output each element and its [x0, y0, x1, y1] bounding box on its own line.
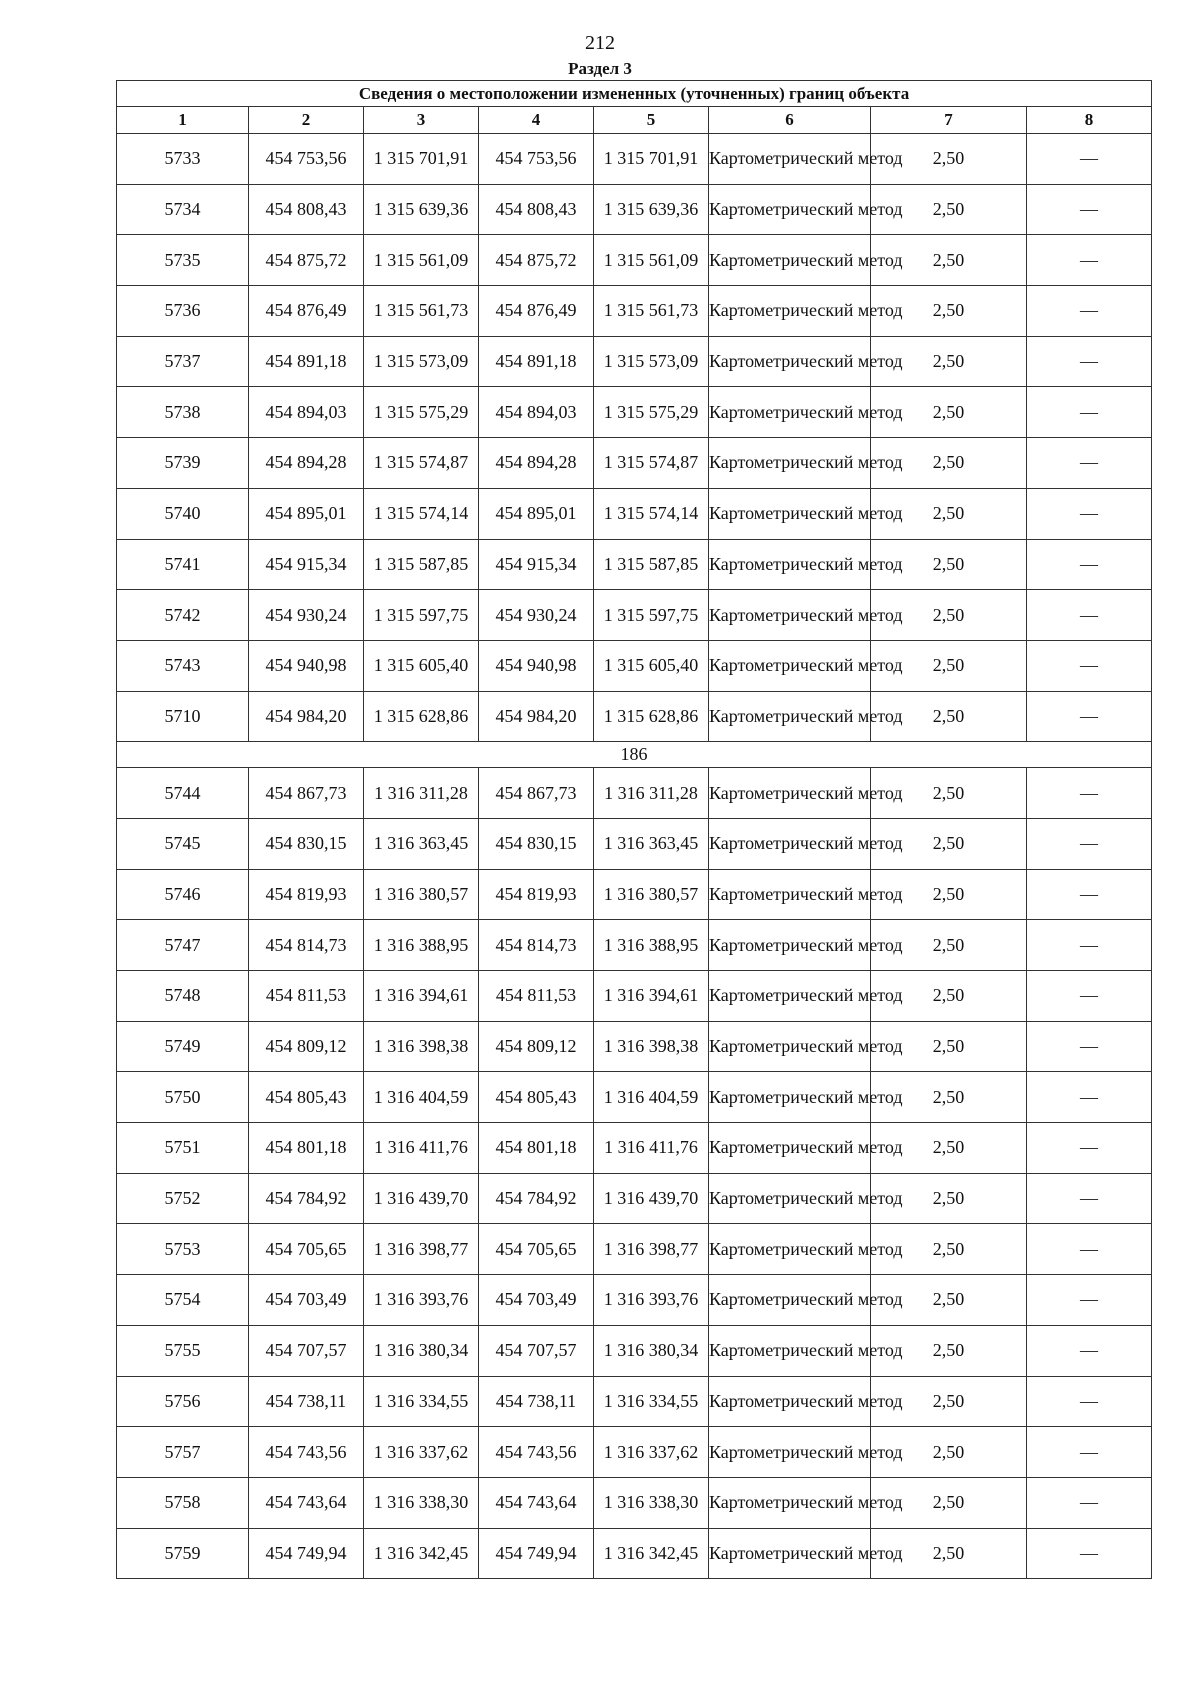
table-row [117, 1376, 1152, 1427]
note-cell: — [1027, 691, 1152, 742]
y-new-cell: 1 316 363,45 [594, 818, 709, 869]
y-old-cell: 1 315 628,86 [364, 691, 479, 742]
note-cell: — [1027, 1325, 1152, 1376]
y-new-cell: 1 316 380,57 [594, 869, 709, 920]
x-new-cell: 454 984,20 [479, 691, 594, 742]
table-row [117, 818, 1152, 869]
method-cell: Картометрический метод [709, 1224, 871, 1275]
note-cell: — [1027, 184, 1152, 235]
accuracy-cell: 2,50 [871, 336, 1027, 387]
y-new-cell: 1 315 639,36 [594, 184, 709, 235]
table-row [117, 691, 1152, 742]
y-new-cell: 1 315 605,40 [594, 640, 709, 691]
point-number-cell: 5710 [117, 691, 249, 742]
accuracy-cell: 2,50 [871, 235, 1027, 286]
x-new-cell: 454 830,15 [479, 818, 594, 869]
accuracy-cell: 2,50 [871, 1224, 1027, 1275]
note-cell: — [1027, 539, 1152, 590]
table-row [117, 920, 1152, 971]
y-new-cell: 1 315 628,86 [594, 691, 709, 742]
point-number-cell: 5742 [117, 590, 249, 641]
x-new-cell: 454 867,73 [479, 768, 594, 819]
accuracy-cell: 2,50 [871, 134, 1027, 185]
x-old-cell: 454 743,64 [249, 1477, 364, 1528]
y-old-cell: 1 316 404,59 [364, 1072, 479, 1123]
table-caption: Сведения о местоположении измененных (уточненных) границ объекта [117, 81, 1152, 107]
table-row [117, 134, 1152, 185]
method-cell: Картометрический метод [709, 920, 871, 971]
x-old-cell: 454 930,24 [249, 590, 364, 641]
method-cell: Картометрический метод [709, 1275, 871, 1326]
y-old-cell: 1 316 338,30 [364, 1477, 479, 1528]
y-new-cell: 1 316 334,55 [594, 1376, 709, 1427]
x-new-cell: 454 738,11 [479, 1376, 594, 1427]
table-row [117, 971, 1152, 1022]
y-old-cell: 1 315 639,36 [364, 184, 479, 235]
accuracy-cell: 2,50 [871, 691, 1027, 742]
table-row [117, 640, 1152, 691]
y-old-cell: 1 315 561,73 [364, 286, 479, 337]
x-new-cell: 454 894,28 [479, 438, 594, 489]
group-label: 186 [117, 742, 1152, 768]
method-cell: Картометрический метод [709, 818, 871, 869]
note-cell: — [1027, 971, 1152, 1022]
x-new-cell: 454 895,01 [479, 488, 594, 539]
point-number-cell: 5751 [117, 1123, 249, 1174]
method-cell: Картометрический метод [709, 1325, 871, 1376]
x-new-cell: 454 801,18 [479, 1123, 594, 1174]
x-old-cell: 454 809,12 [249, 1021, 364, 1072]
note-cell: — [1027, 1477, 1152, 1528]
x-new-cell: 454 743,56 [479, 1427, 594, 1478]
point-number-cell: 5738 [117, 387, 249, 438]
x-new-cell: 454 705,65 [479, 1224, 594, 1275]
accuracy-cell: 2,50 [871, 387, 1027, 438]
accuracy-cell: 2,50 [871, 488, 1027, 539]
method-cell: Картометрический метод [709, 387, 871, 438]
note-cell: — [1027, 1021, 1152, 1072]
x-old-cell: 454 707,57 [249, 1325, 364, 1376]
y-new-cell: 1 315 701,91 [594, 134, 709, 185]
note-cell: — [1027, 590, 1152, 641]
note-cell: — [1027, 1123, 1152, 1174]
point-number-cell: 5739 [117, 438, 249, 489]
table-row [117, 184, 1152, 235]
x-new-cell: 454 915,34 [479, 539, 594, 590]
y-old-cell: 1 316 311,28 [364, 768, 479, 819]
method-cell: Картометрический метод [709, 768, 871, 819]
y-new-cell: 1 316 439,70 [594, 1173, 709, 1224]
point-number-cell: 5746 [117, 869, 249, 920]
method-cell: Картометрический метод [709, 1123, 871, 1174]
note-cell: — [1027, 1427, 1152, 1478]
column-number: 2 [249, 107, 364, 134]
y-old-cell: 1 316 393,76 [364, 1275, 479, 1326]
y-old-cell: 1 315 597,75 [364, 590, 479, 641]
y-old-cell: 1 315 575,29 [364, 387, 479, 438]
point-number-cell: 5752 [117, 1173, 249, 1224]
accuracy-cell: 2,50 [871, 1528, 1027, 1579]
y-old-cell: 1 316 380,34 [364, 1325, 479, 1376]
x-new-cell: 454 876,49 [479, 286, 594, 337]
x-old-cell: 454 805,43 [249, 1072, 364, 1123]
y-new-cell: 1 315 574,87 [594, 438, 709, 489]
note-cell: — [1027, 869, 1152, 920]
y-new-cell: 1 315 573,09 [594, 336, 709, 387]
note-cell: — [1027, 1224, 1152, 1275]
x-new-cell: 454 749,94 [479, 1528, 594, 1579]
accuracy-cell: 2,50 [871, 869, 1027, 920]
x-old-cell: 454 814,73 [249, 920, 364, 971]
x-old-cell: 454 984,20 [249, 691, 364, 742]
method-cell: Картометрический метод [709, 590, 871, 641]
column-number-row [117, 107, 1152, 134]
method-cell: Картометрический метод [709, 971, 871, 1022]
page-number: 212 [585, 32, 615, 54]
y-old-cell: 1 315 701,91 [364, 134, 479, 185]
table-row [117, 590, 1152, 641]
y-old-cell: 1 316 363,45 [364, 818, 479, 869]
method-cell: Картометрический метод [709, 640, 871, 691]
table-row [117, 869, 1152, 920]
x-old-cell: 454 703,49 [249, 1275, 364, 1326]
table-row [117, 1021, 1152, 1072]
column-number: 8 [1027, 107, 1152, 134]
table-row [117, 1123, 1152, 1174]
note-cell: — [1027, 1528, 1152, 1579]
point-number-cell: 5759 [117, 1528, 249, 1579]
point-number-cell: 5756 [117, 1376, 249, 1427]
table-row [117, 336, 1152, 387]
y-new-cell: 1 315 597,75 [594, 590, 709, 641]
y-new-cell: 1 316 394,61 [594, 971, 709, 1022]
accuracy-cell: 2,50 [871, 438, 1027, 489]
y-old-cell: 1 315 574,87 [364, 438, 479, 489]
table-row [117, 1528, 1152, 1579]
x-old-cell: 454 808,43 [249, 184, 364, 235]
y-new-cell: 1 315 587,85 [594, 539, 709, 590]
column-number: 5 [594, 107, 709, 134]
y-old-cell: 1 315 587,85 [364, 539, 479, 590]
accuracy-cell: 2,50 [871, 640, 1027, 691]
x-old-cell: 454 830,15 [249, 818, 364, 869]
table-row [117, 1224, 1152, 1275]
accuracy-cell: 2,50 [871, 1427, 1027, 1478]
note-cell: — [1027, 438, 1152, 489]
method-cell: Картометрический метод [709, 539, 871, 590]
method-cell: Картометрический метод [709, 488, 871, 539]
x-old-cell: 454 819,93 [249, 869, 364, 920]
method-cell: Картометрический метод [709, 1072, 871, 1123]
x-old-cell: 454 876,49 [249, 286, 364, 337]
y-new-cell: 1 316 393,76 [594, 1275, 709, 1326]
x-new-cell: 454 891,18 [479, 336, 594, 387]
point-number-cell: 5735 [117, 235, 249, 286]
y-new-cell: 1 315 575,29 [594, 387, 709, 438]
section-title: Раздел 3 [568, 59, 632, 78]
point-number-cell: 5757 [117, 1427, 249, 1478]
table-row [117, 387, 1152, 438]
accuracy-cell: 2,50 [871, 768, 1027, 819]
x-old-cell: 454 705,65 [249, 1224, 364, 1275]
point-number-cell: 5750 [117, 1072, 249, 1123]
y-old-cell: 1 316 380,57 [364, 869, 479, 920]
y-new-cell: 1 316 398,77 [594, 1224, 709, 1275]
x-old-cell: 454 915,34 [249, 539, 364, 590]
y-new-cell: 1 316 411,76 [594, 1123, 709, 1174]
y-new-cell: 1 316 337,62 [594, 1427, 709, 1478]
accuracy-cell: 2,50 [871, 1123, 1027, 1174]
x-new-cell: 454 875,72 [479, 235, 594, 286]
method-cell: Картометрический метод [709, 1173, 871, 1224]
column-number: 1 [117, 107, 249, 134]
x-new-cell: 454 805,43 [479, 1072, 594, 1123]
note-cell: — [1027, 1072, 1152, 1123]
note-cell: — [1027, 387, 1152, 438]
y-old-cell: 1 316 388,95 [364, 920, 479, 971]
x-old-cell: 454 784,92 [249, 1173, 364, 1224]
accuracy-cell: 2,50 [871, 590, 1027, 641]
note-cell: — [1027, 1173, 1152, 1224]
y-old-cell: 1 316 398,38 [364, 1021, 479, 1072]
x-new-cell: 454 743,64 [479, 1477, 594, 1528]
accuracy-cell: 2,50 [871, 286, 1027, 337]
method-cell: Картометрический метод [709, 1427, 871, 1478]
note-cell: — [1027, 1275, 1152, 1326]
method-cell: Картометрический метод [709, 1477, 871, 1528]
x-new-cell: 454 814,73 [479, 920, 594, 971]
point-number-cell: 5754 [117, 1275, 249, 1326]
group-row [117, 742, 1152, 768]
x-new-cell: 454 809,12 [479, 1021, 594, 1072]
table-row [117, 438, 1152, 489]
method-cell: Картометрический метод [709, 286, 871, 337]
y-old-cell: 1 316 439,70 [364, 1173, 479, 1224]
method-cell: Картометрический метод [709, 438, 871, 489]
x-old-cell: 454 801,18 [249, 1123, 364, 1174]
note-cell: — [1027, 818, 1152, 869]
y-new-cell: 1 316 404,59 [594, 1072, 709, 1123]
table-row [117, 539, 1152, 590]
accuracy-cell: 2,50 [871, 1173, 1027, 1224]
y-old-cell: 1 315 605,40 [364, 640, 479, 691]
point-number-cell: 5736 [117, 286, 249, 337]
column-number: 3 [364, 107, 479, 134]
point-number-cell: 5758 [117, 1477, 249, 1528]
y-old-cell: 1 316 398,77 [364, 1224, 479, 1275]
accuracy-cell: 2,50 [871, 184, 1027, 235]
accuracy-cell: 2,50 [871, 1072, 1027, 1123]
x-old-cell: 454 753,56 [249, 134, 364, 185]
method-cell: Картометрический метод [709, 184, 871, 235]
note-cell: — [1027, 286, 1152, 337]
x-new-cell: 454 819,93 [479, 869, 594, 920]
method-cell: Картометрический метод [709, 235, 871, 286]
y-old-cell: 1 315 573,09 [364, 336, 479, 387]
x-old-cell: 454 749,94 [249, 1528, 364, 1579]
x-new-cell: 454 753,56 [479, 134, 594, 185]
accuracy-cell: 2,50 [871, 1477, 1027, 1528]
accuracy-cell: 2,50 [871, 1021, 1027, 1072]
y-new-cell: 1 316 388,95 [594, 920, 709, 971]
y-old-cell: 1 315 561,09 [364, 235, 479, 286]
point-number-cell: 5744 [117, 768, 249, 819]
x-old-cell: 454 738,11 [249, 1376, 364, 1427]
accuracy-cell: 2,50 [871, 971, 1027, 1022]
table-row [117, 1325, 1152, 1376]
x-old-cell: 454 894,03 [249, 387, 364, 438]
point-number-cell: 5737 [117, 336, 249, 387]
y-new-cell: 1 316 398,38 [594, 1021, 709, 1072]
method-cell: Картометрический метод [709, 691, 871, 742]
point-number-cell: 5733 [117, 134, 249, 185]
x-old-cell: 454 743,56 [249, 1427, 364, 1478]
x-old-cell: 454 811,53 [249, 971, 364, 1022]
y-new-cell: 1 316 311,28 [594, 768, 709, 819]
accuracy-cell: 2,50 [871, 1325, 1027, 1376]
point-number-cell: 5741 [117, 539, 249, 590]
method-cell: Картометрический метод [709, 1021, 871, 1072]
point-number-cell: 5743 [117, 640, 249, 691]
table-row [117, 1072, 1152, 1123]
column-number: 6 [709, 107, 871, 134]
x-old-cell: 454 867,73 [249, 768, 364, 819]
x-old-cell: 454 894,28 [249, 438, 364, 489]
table-row [117, 1173, 1152, 1224]
point-number-cell: 5740 [117, 488, 249, 539]
method-cell: Картометрический метод [709, 134, 871, 185]
y-old-cell: 1 316 334,55 [364, 1376, 479, 1427]
coordinates-table [116, 80, 1152, 1579]
y-old-cell: 1 316 342,45 [364, 1528, 479, 1579]
point-number-cell: 5734 [117, 184, 249, 235]
method-cell: Картометрический метод [709, 1528, 871, 1579]
y-new-cell: 1 316 342,45 [594, 1528, 709, 1579]
point-number-cell: 5745 [117, 818, 249, 869]
y-old-cell: 1 316 337,62 [364, 1427, 479, 1478]
table-row [117, 488, 1152, 539]
y-new-cell: 1 316 380,34 [594, 1325, 709, 1376]
point-number-cell: 5753 [117, 1224, 249, 1275]
y-old-cell: 1 316 394,61 [364, 971, 479, 1022]
table-row [117, 235, 1152, 286]
x-new-cell: 454 894,03 [479, 387, 594, 438]
y-old-cell: 1 316 411,76 [364, 1123, 479, 1174]
x-new-cell: 454 707,57 [479, 1325, 594, 1376]
table-row [117, 768, 1152, 819]
accuracy-cell: 2,50 [871, 539, 1027, 590]
accuracy-cell: 2,50 [871, 818, 1027, 869]
x-new-cell: 454 930,24 [479, 590, 594, 641]
table-row [117, 1427, 1152, 1478]
note-cell: — [1027, 336, 1152, 387]
point-number-cell: 5747 [117, 920, 249, 971]
x-new-cell: 454 784,92 [479, 1173, 594, 1224]
x-old-cell: 454 891,18 [249, 336, 364, 387]
point-number-cell: 5748 [117, 971, 249, 1022]
note-cell: — [1027, 640, 1152, 691]
x-new-cell: 454 811,53 [479, 971, 594, 1022]
y-new-cell: 1 315 574,14 [594, 488, 709, 539]
note-cell: — [1027, 920, 1152, 971]
accuracy-cell: 2,50 [871, 1376, 1027, 1427]
note-cell: — [1027, 1376, 1152, 1427]
accuracy-cell: 2,50 [871, 920, 1027, 971]
method-cell: Картометрический метод [709, 336, 871, 387]
note-cell: — [1027, 235, 1152, 286]
note-cell: — [1027, 134, 1152, 185]
table-row [117, 1275, 1152, 1326]
method-cell: Картометрический метод [709, 1376, 871, 1427]
note-cell: — [1027, 768, 1152, 819]
x-old-cell: 454 895,01 [249, 488, 364, 539]
table-row [117, 1477, 1152, 1528]
y-new-cell: 1 315 561,73 [594, 286, 709, 337]
column-number: 7 [871, 107, 1027, 134]
note-cell: — [1027, 488, 1152, 539]
x-old-cell: 454 940,98 [249, 640, 364, 691]
point-number-cell: 5755 [117, 1325, 249, 1376]
y-new-cell: 1 315 561,09 [594, 235, 709, 286]
x-new-cell: 454 703,49 [479, 1275, 594, 1326]
point-number-cell: 5749 [117, 1021, 249, 1072]
method-cell: Картометрический метод [709, 869, 871, 920]
y-old-cell: 1 315 574,14 [364, 488, 479, 539]
accuracy-cell: 2,50 [871, 1275, 1027, 1326]
y-new-cell: 1 316 338,30 [594, 1477, 709, 1528]
table-row [117, 286, 1152, 337]
x-new-cell: 454 808,43 [479, 184, 594, 235]
x-new-cell: 454 940,98 [479, 640, 594, 691]
column-number: 4 [479, 107, 594, 134]
x-old-cell: 454 875,72 [249, 235, 364, 286]
